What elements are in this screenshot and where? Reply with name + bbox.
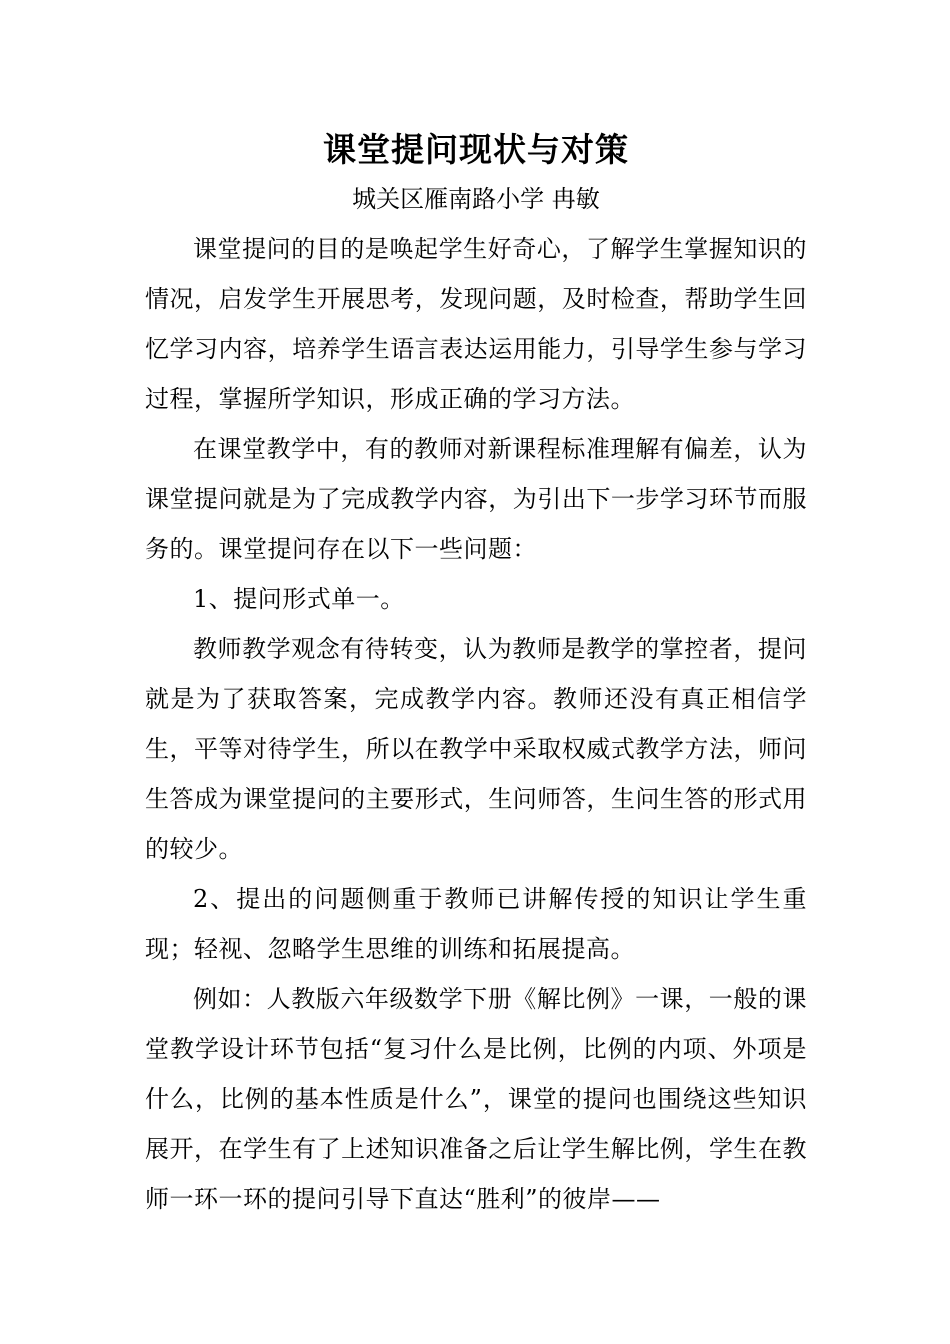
section-heading-2: 2、提出的问题侧重于教师已讲解传授的知识让学生重现；轻视、忽略学生思维的训练和拓展提高。: [145, 885, 807, 963]
paragraph-3: 教师教学观念有待转变，认为教师是教学的掌控者，提问就是为了获取答案，完成教学内容。教师还没有真正相信学生，平等对待学生，所以在教学中采取权威式教学方法，师问生答成为课堂提问的主要形式，生问师答，生问生答的形式用的较少。: [145, 635, 807, 863]
document-author: 城关区雁南路小学 冉敏: [352, 185, 600, 213]
section-heading-1: 1、提问形式单一。: [193, 585, 405, 613]
paragraph-2: 在课堂教学中，有的教师对新课程标准理解有偏差，认为课堂提问就是为了完成教学内容，为引出下一步学习环节而服务的。课堂提问存在以下一些问题：: [145, 435, 807, 563]
paragraph-4: 例如：人教版六年级数学下册《解比例》一课，一般的课堂教学设计环节包括“复习什么是比例，比例的内项、外项是什么，比例的基本性质是什么”，课堂的提问也围绕这些知识展开，在学生有了上述知识准备之后让学生解比例，学生在教师一环一环的提问引导下直达“胜利”的彼岸——: [145, 985, 807, 1213]
document-title: 课堂提问现状与对策: [323, 130, 629, 169]
document-body: [145, 124, 807, 1224]
paragraph-1: 课堂提问的目的是唤起学生好奇心，了解学生掌握知识的情况，启发学生开展思考，发现问题，及时检查，帮助学生回忆学习内容，培养学生语言表达运用能力，引导学生参与学习过程，掌握所学知识，形成正确的学习方法。: [145, 235, 807, 413]
